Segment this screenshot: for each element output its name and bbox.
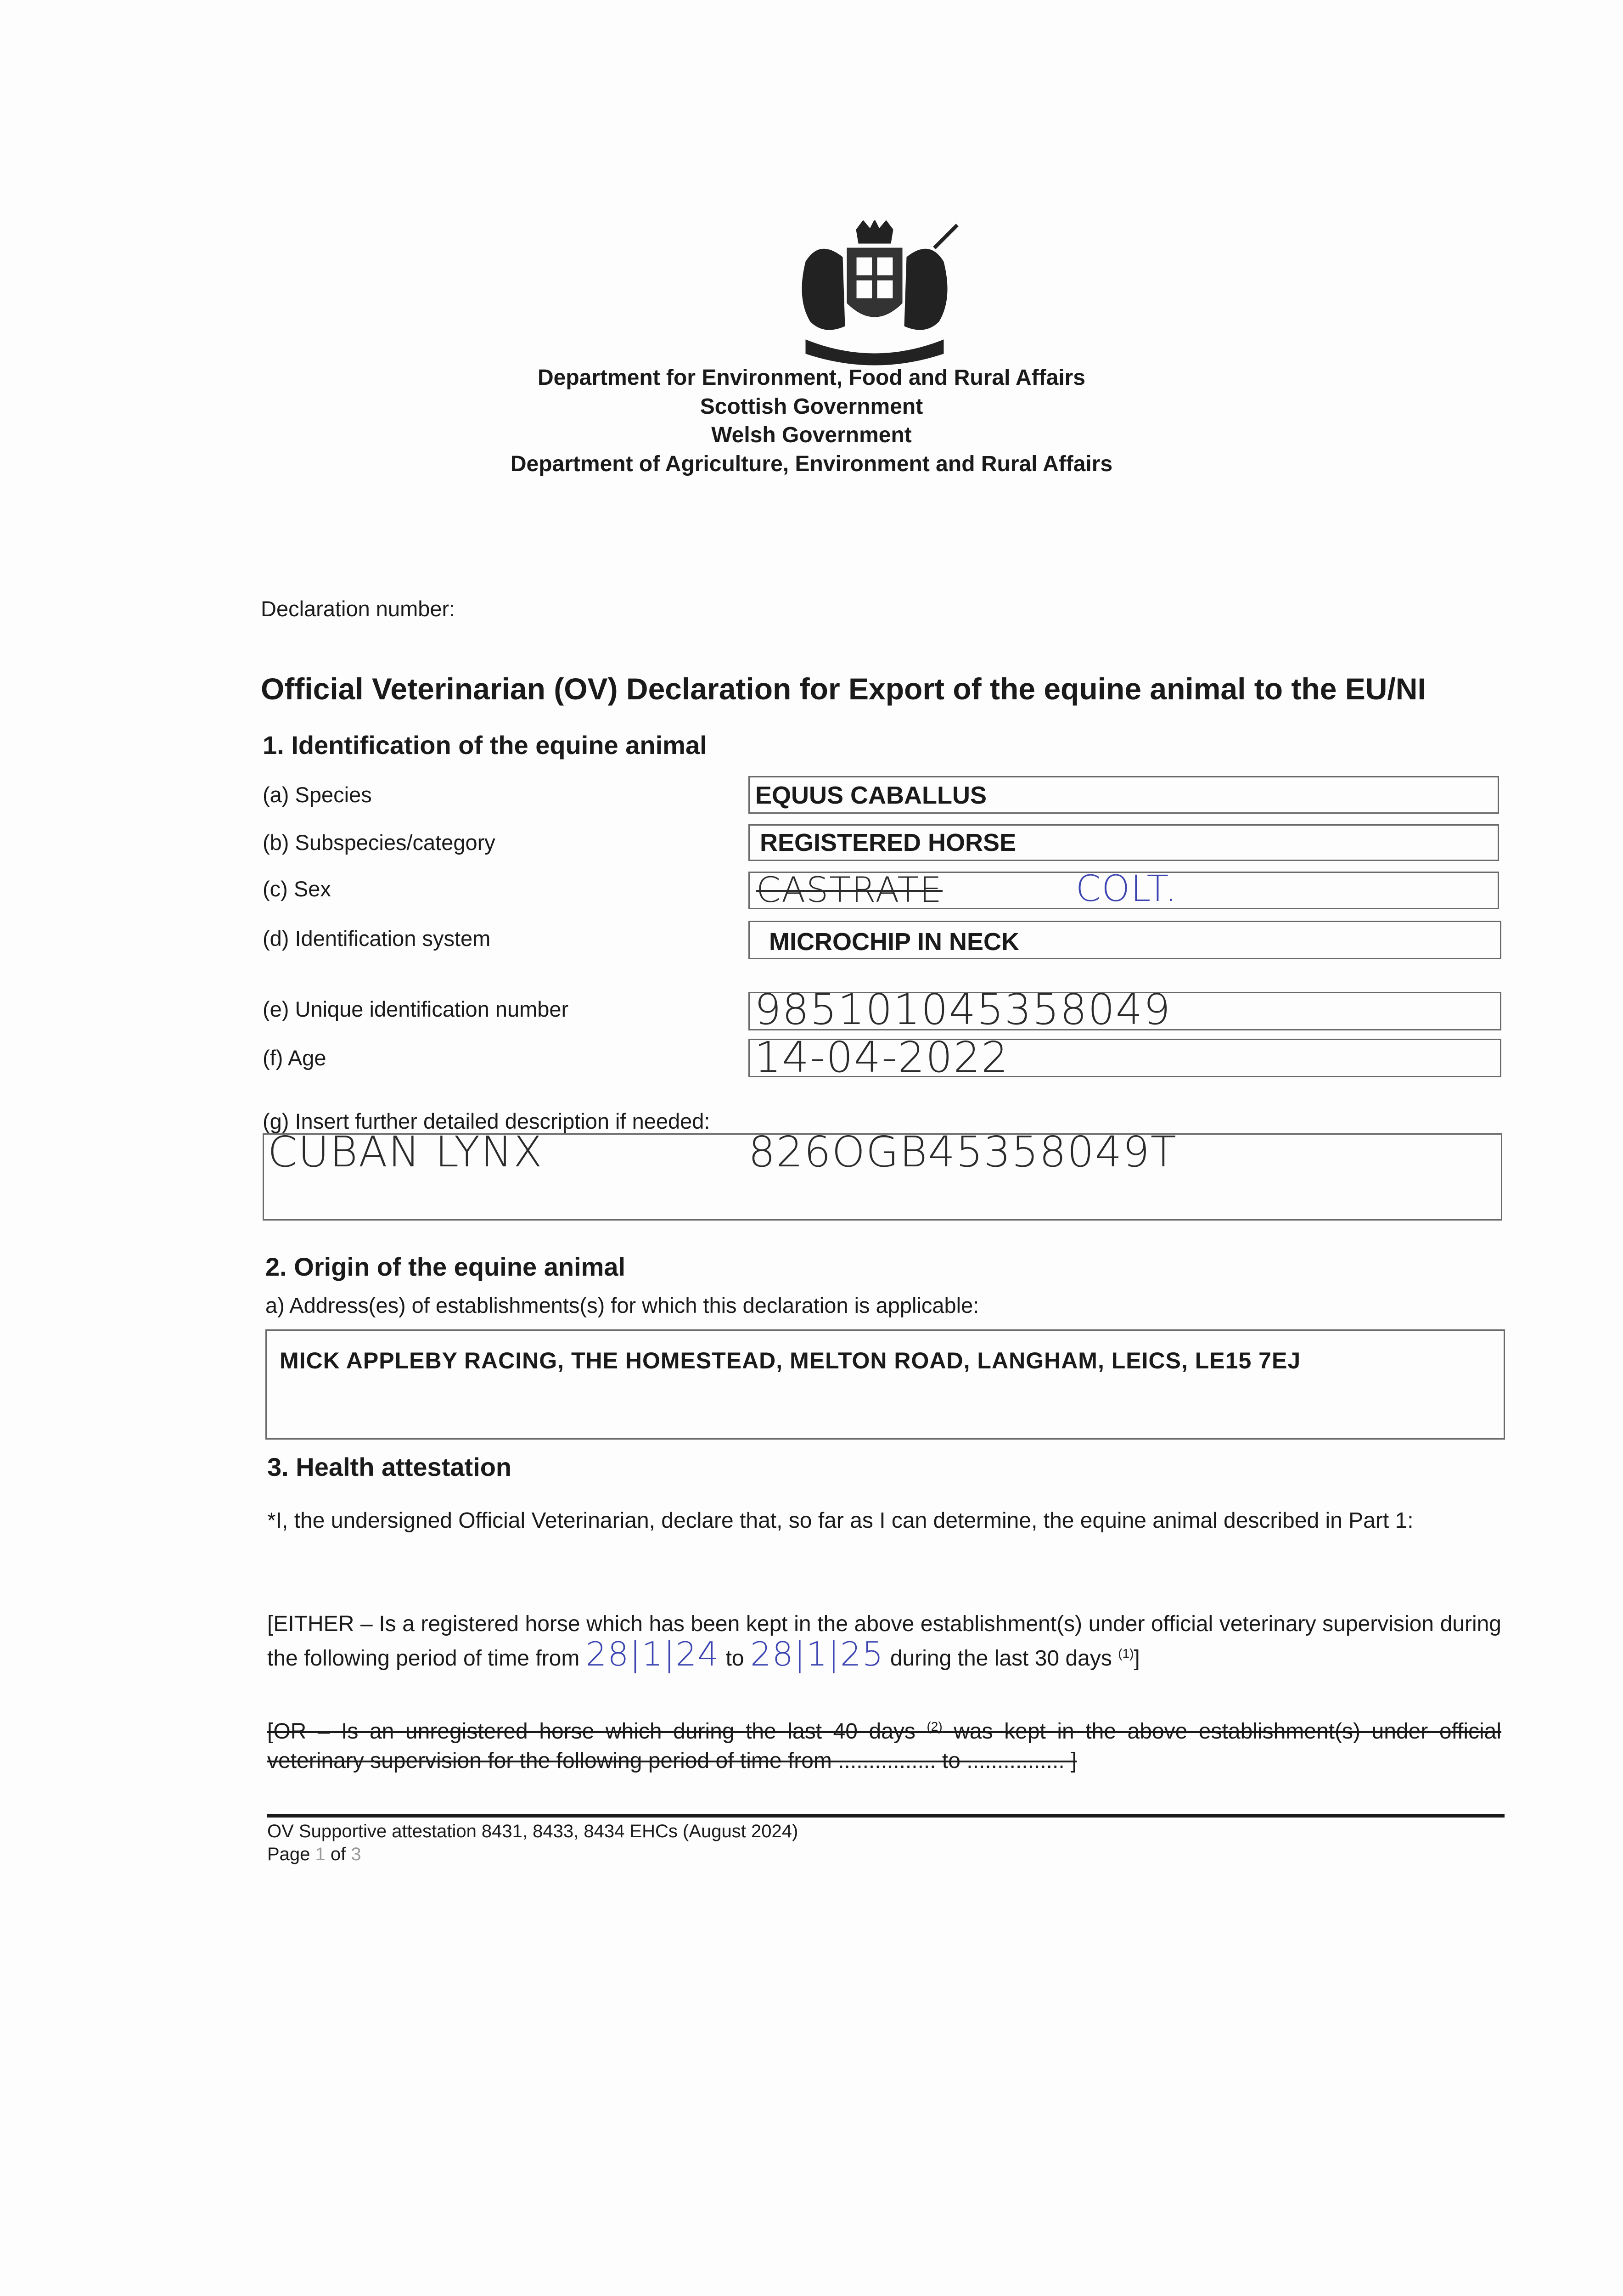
description-name: CUBAN LYNX: [268, 1127, 543, 1176]
footer-attestation-ref: OV Supportive attestation 8431, 8433, 8434 EHCs (August 2024): [267, 1821, 798, 1841]
or-text-part2: was kept in the above establishment(s) under official veterinary supervision for the following period of time from ................ to ................ ]: [267, 1719, 1502, 1773]
species-value: EQUUS CABALLUS: [755, 782, 987, 809]
page-total: 3: [351, 1844, 361, 1864]
description-label: (g) Insert further detailed description if needed:: [263, 1109, 710, 1133]
subspecies-field: [748, 824, 1499, 861]
either-to-word: to: [725, 1646, 744, 1671]
either-text-part2: during the last 30 days: [890, 1646, 1112, 1671]
page-current: 1: [315, 1844, 326, 1864]
or-footnote-ref: (2): [927, 1719, 943, 1733]
royal-coat-of-arms-icon: [787, 220, 962, 367]
page-of: of: [330, 1844, 346, 1864]
header-org-scottish: Scottish Government: [700, 394, 923, 419]
page-prefix: Page: [267, 1844, 310, 1864]
id-system-field: [748, 921, 1501, 959]
sex-handwritten-value: COLT.: [1076, 868, 1178, 910]
age-value: 14-04-2022: [754, 1033, 1009, 1082]
address-field: [265, 1329, 1505, 1440]
sex-label: (c) Sex: [263, 877, 331, 901]
header-org-defra: Department for Environment, Food and Rural Affairs: [538, 366, 1085, 390]
uin-label: (e) Unique identification number: [263, 997, 569, 1021]
address-value: MICK APPLEBY RACING, THE HOMESTEAD, MELTON ROAD, LANGHAM, LEICS, LE15 7EJ: [280, 1348, 1301, 1373]
attestation-or: [267, 1712, 1501, 1776]
id-system-label: (d) Identification system: [263, 926, 491, 951]
species-field: [748, 776, 1499, 814]
footer-page-number: [267, 1842, 361, 1866]
section1-heading: 1. Identification of the equine animal: [263, 731, 707, 760]
section2-heading: 2. Origin of the equine animal: [265, 1252, 626, 1281]
either-from-date: 28|1|24: [585, 1635, 720, 1673]
attestation-either: [EITHER – Is a registered horse which has been kept in the above establishment(s) under official veterinary supervision during the following period of time from 28|1|24 to 28|1|25 during the last 30 days $^{(1)}$]: [267, 1612, 1501, 1673]
sex-struck-value: CASTRATE: [756, 869, 943, 910]
or-text-part1: [OR – Is an unregistered horse which during the last 40 days: [267, 1719, 915, 1744]
age-label: (f) Age: [263, 1046, 326, 1070]
either-to-date: 28|1|25: [750, 1635, 884, 1673]
uin-field: [748, 985, 1501, 1034]
either-text-part1: [EITHER – Is a registered horse which has been kept in the above establishment(s) under official veterinary supervision during the following period of time from: [267, 1612, 1501, 1671]
species-label: (a) Species: [263, 782, 372, 807]
description-code: 826OGB45358049T: [748, 1127, 1178, 1176]
attestation-intro: *I, the undersigned Official Veterinarian, declare that, so far as I can determine, the equine animal described in Part 1:: [267, 1508, 1414, 1533]
uin-value: 985101045358049: [754, 985, 1171, 1034]
either-footnote-ref: (1): [1118, 1646, 1134, 1660]
section3-heading: 3. Health attestation: [267, 1452, 512, 1481]
header-org-daera: Department of Agriculture, Environment and Rural Affairs: [510, 452, 1113, 476]
header-org-welsh: Welsh Government: [711, 423, 912, 447]
subspecies-label: (b) Subspecies/category: [263, 830, 495, 855]
footer-divider: [267, 1814, 1505, 1818]
page-title: Official Veterinarian (OV) Declaration for Export of the equine animal to the EU/NI: [261, 672, 1426, 706]
sex-field: [748, 868, 1499, 910]
age-field: [748, 1033, 1501, 1082]
declaration-number-label: Declaration number:: [261, 597, 455, 621]
description-field: [263, 1127, 1502, 1221]
id-system-value: MICROCHIP IN NECK: [769, 928, 1020, 956]
address-label: a) Address(es) of establishments(s) for which this declaration is applicable:: [265, 1293, 979, 1317]
subspecies-value: REGISTERED HORSE: [760, 829, 1016, 856]
